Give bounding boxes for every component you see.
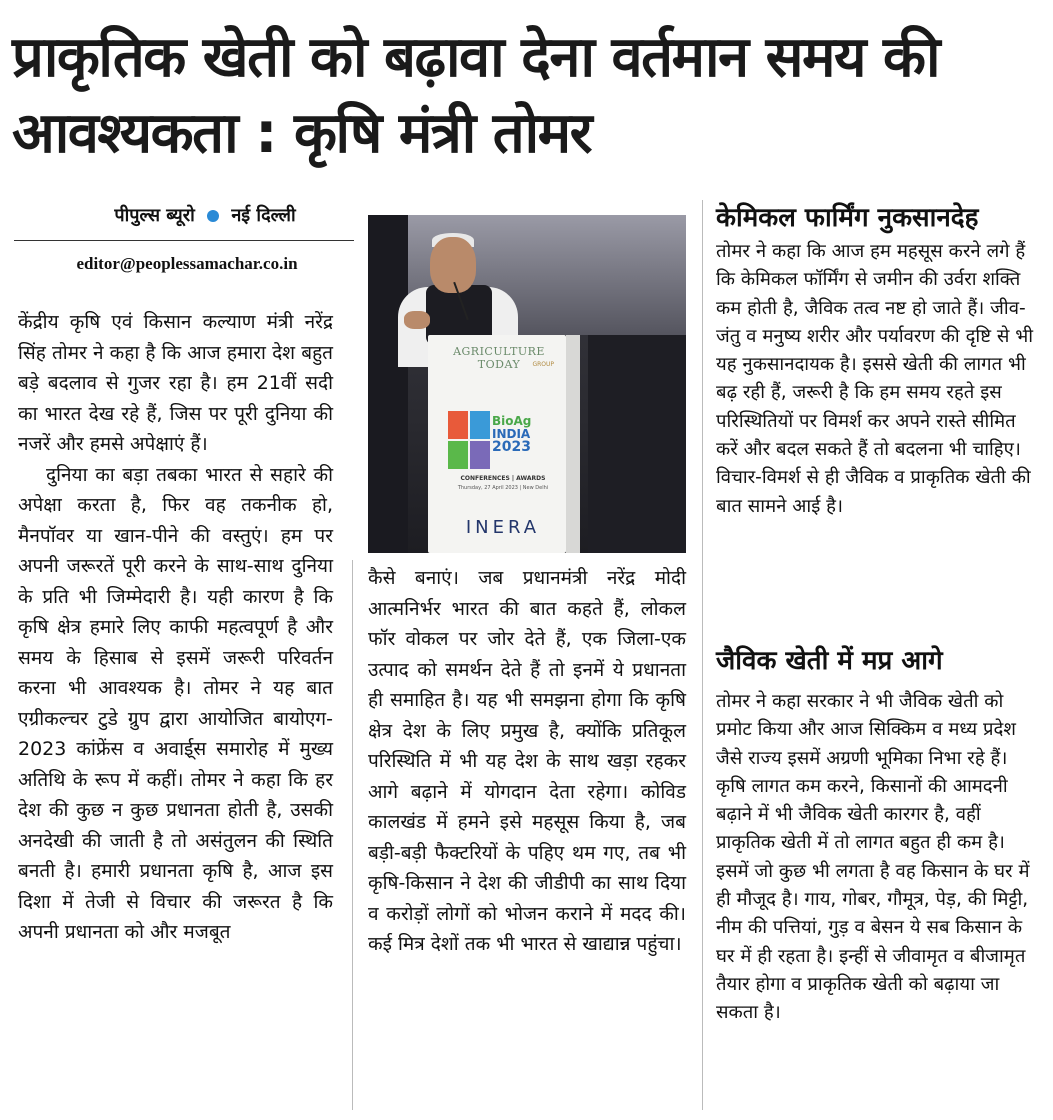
article-column-2 — [368, 563, 686, 960]
column-divider — [702, 200, 703, 1110]
paragraph: तोमर ने कहा कि आज हम महसूस करने लगे हैं कि केमिकल फॉर्मिंग से जमीन की उर्वरा शक्ति कम होती है, जैविक तत्व नष्ट हो जाते हैं। जीव-जंतु व मनुष्य शरीर और पर्यावरण की दृष्टि से भी यह नुकसानदायक है। इससे खेती की लागत भी बढ़ रही हैं, जरूरी है कि हम समय रहते इस परिस्थितियों पर विमर्श कर अपने रास्ते सीमित करें और बदल सकते हैं तो बदलना भी चाहिए। विचार-विमर्श से ही जैविक व प्राकृतिक खेती की बात सामने आई है। — [716, 241, 1034, 517]
byline-email[interactable]: editor@peoplessamachar.co.in — [76, 254, 298, 273]
event-date: Thursday, 27 April 2023 | New Delhi — [457, 485, 549, 491]
event-logo — [492, 415, 531, 454]
byline — [55, 203, 355, 227]
podium-side — [566, 335, 580, 553]
event-line1: BioAg — [492, 414, 532, 428]
event-year: 2023 — [492, 439, 531, 455]
article-column-3b — [716, 688, 1036, 1028]
article-column-1 — [18, 307, 333, 948]
stage-backdrop — [368, 215, 408, 553]
event-logo-tiles — [448, 411, 492, 471]
event-tag: CONFERENCES | AWARDS — [460, 475, 546, 482]
event-line2: INDIA — [492, 427, 531, 441]
subheading-chemical-farming: केमिकल फार्मिंग नुकसानदेह — [716, 203, 979, 233]
sponsor-logo: INERA — [465, 517, 541, 538]
paragraph: केंद्रीय कृषि एवं किसान कल्याण मंत्री नरेंद्र सिंह तोमर ने कहा है कि आज हमारा देश बहुत बड़े बदलाव से गुजर रहा है। हम 21वीं सदी का भारत देख रहे हैं, जिस पर पूरी दुनिया की नजरें और हमसे अपेक्षाएं हैं। — [18, 311, 333, 455]
byline-author: पीपुल्स ब्यूरो — [114, 205, 195, 226]
article-column-3 — [716, 238, 1036, 521]
headline: प्राकृतिक खेती को बढ़ावा देना वर्तमान समय की आवश्यकता : कृषि मंत्री तोमर — [12, 25, 939, 166]
paragraph: तोमर ने कहा सरकार ने भी जैविक खेती को प्रमोट किया और आज सिक्किम व मध्य प्रदेश जैसे राज्य इसमें अग्रणी भूमिका निभा रहे हैं। कृषि लागत कम करने, किसानों की आमदनी बढ़ाने में भी जैविक खेती कारगर है, वहीं प्राकृतिक खेती में तो लागत बहुत ही कम है। इसमें जो कुछ भी लगता है वह किसान के घर में ही मौजूद है। गाय, गोबर, गौमूत्र, पेड़, की मिट्टी, नीम की पत्तियां, गुड़ व बेसन ये सब किसान के घर में ही रहता है। इन्हीं से जीवामृत व बीजामृत तैयार होगा व प्राकृतिक खेती को बढ़ाया जा सकता है। — [716, 691, 1030, 1024]
speaker-hand — [404, 311, 430, 329]
subheading-organic-farming: जैविक खेती में मप्र आगे — [716, 646, 943, 676]
article-photo — [368, 215, 686, 553]
podium-brand: AGRICULTURE TODAY — [453, 345, 545, 371]
paragraph: कैसे बनाएं। जब प्रधानमंत्री नरेंद्र मोदी आत्मनिर्भर भारत की बात कहते हैं, लोकल फॉर वोकल पर जोर देते हैं, एक जिला-एक उत्पाद को समर्थन देते हैं तो इनमें ये प्रधानता ही समाहित है। यह भी समझना होगा कि कृषि क्षेत्र देश के लिए प्रमुख है, क्योंकि प्रतिकूल परिस्थिति में भी यह देश के साथ खड़ा रहकर आगे बढ़ाने में योगदान देता रहेगा। कोविड कालखंड में हमने इसे महसूस किया है, जब बड़ी-बड़ी फैक्टरियों के पहिए थम गए, तब भी कृषि-किसान ने देश की जीडीपी का साथ दिया व करोड़ों लोगों को भोजन कराने में मदद की। कई मित्र देशों तक भी भारत से खाद्यान्न पहुंचा। — [368, 567, 686, 955]
bullet-icon — [207, 210, 219, 222]
paragraph: दुनिया का बड़ा तबका भारत से सहारे की अपेक्षा करता है, फिर वह तकनीक हो, मैनपॉवर या खान-पीने की वस्तुएं। हम पर अपनी जरूरतें पूरी करने के साथ-साथ दुनिया के प्रति भी जिम्मेदारी है। यही कारण है कि कृषि क्षेत्र हमारे लिए काफी महत्वपूर्ण है और समय के हिसाब से इसमें जरूरी परिवर्तन करना भी आवश्यक है। तोमर ने यह बात एग्रीकल्चर टुडे ग्रुप द्वारा आयोजित बायोएग- 2023 कांफ्रेंस व अवाई्स समारोह में मुख्य अतिथि के रूप में कहीं। तोमर ने कहा कि हर देश की कुछ न कुछ प्रधानता होती है, उसकी अनदेखी की जाती है तो असंतुलन की स्थिति बनती है। हमारी प्रधानता कृषि है, आज इस दिशा में तेजी से विचार की जरूरत है कि अपनी प्रधानता को और मजबूत — [18, 463, 333, 943]
stage-panel — [588, 335, 686, 553]
podium-brand-sub: GROUP — [532, 361, 554, 368]
byline-divider — [14, 240, 354, 241]
column-divider — [352, 560, 353, 1110]
byline-location: नई दिल्ली — [231, 205, 296, 226]
